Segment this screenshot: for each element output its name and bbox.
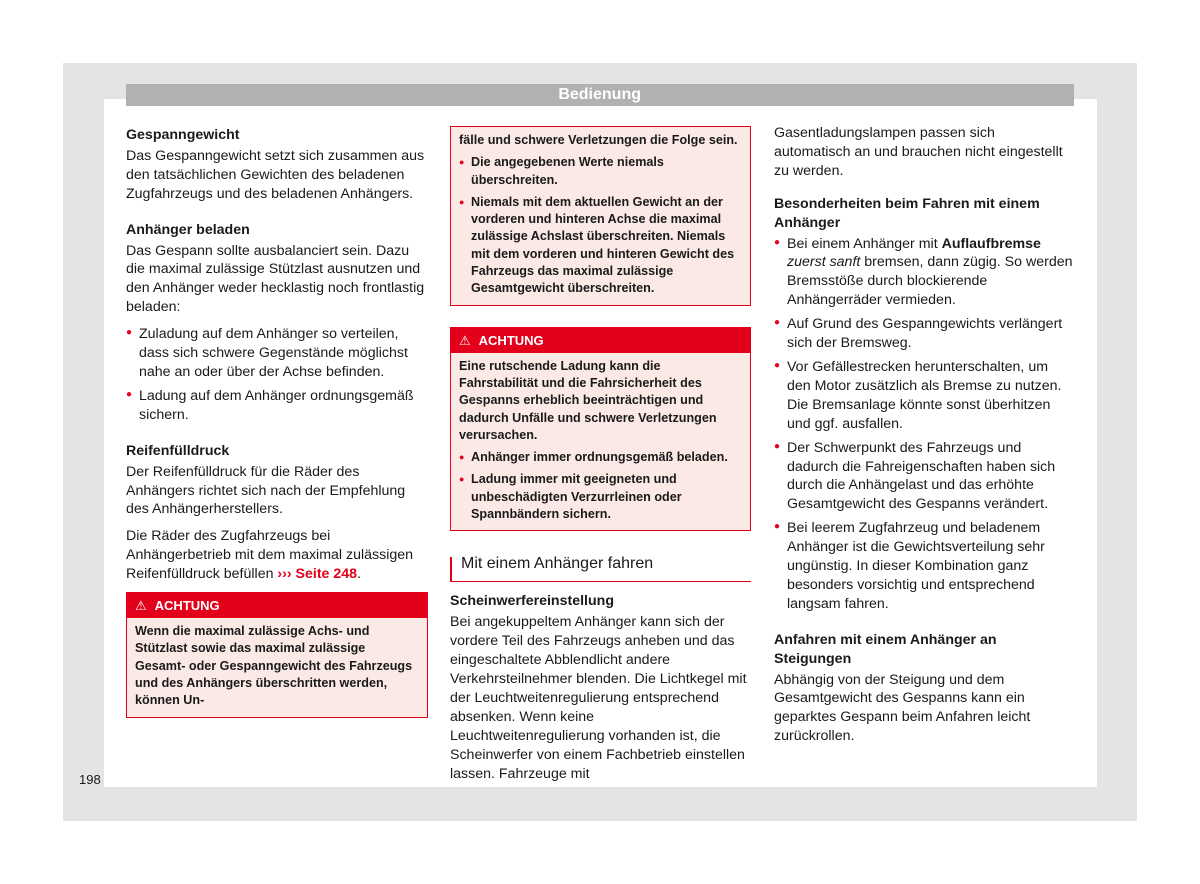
heading-anfahren-steigungen: Anfahren mit einem Anhänger an Steigungen (774, 631, 997, 667)
page-reference-link[interactable]: ››› Seite 248 (277, 566, 358, 583)
warning-label: ACHTUNG (154, 598, 220, 614)
paragraph: Das Gespann sollte ausbalanciert sein. Dazu die maximal zulässige Stützlast ausnutzen und den Anhänger weder hecklastig noch frontlastig beladen: (126, 242, 425, 316)
bullet-item: ● Der Schwerpunkt des Fahrzeugs und dadurch die Fahreigenschaften haben sich durch die Anhängelast und das erhöhte Gesamtgewicht des Gespanns verändert. (774, 439, 1074, 515)
bullet-text: bremsen, dann zügig. So werden Bremsstöße durch blockierende Anhängerräder vermieden. (787, 254, 1073, 309)
bullet-item: ● Bei leerem Zugfahrzeug und beladenem Anhänger ist die Gewichtsverteilung sehr ungünstig. In dieser Kombination ganz besonders vorsichtig und entsprechend langsam fahren. (774, 519, 1074, 614)
heading-besonderheiten: Besonderheiten beim Fahren mit einem Anhänger (774, 195, 1040, 231)
warning-bullet: ● Ladung immer mit geeigneten und unbeschädigten Verzurrleinen oder Spannbändern sichern. (459, 471, 742, 523)
section-title-text: Mit einem Anhänger fahren (461, 555, 654, 573)
paragraph: Bei angekuppeltem Anhänger kann sich der vordere Teil des Fahrzeugs anheben und das eingeschaltete Abblendlicht andere Verkehrsteilnehmer blenden. Die Lichtkegel mit der Leuchtweitenregulierung entsprechend absenken. Wenn keine Leuchtweitenregulierung vorhanden ist, die Scheinwerfer von einem Fachbetrieb einstellen lassen. Fahrzeuge mit (450, 614, 747, 782)
column-middle (450, 124, 751, 791)
warning-box (450, 327, 751, 532)
heading-anhaenger-beladen: Anhänger beladen (126, 221, 250, 238)
warning-header (451, 328, 750, 353)
paragraph: Der Reifenfülldruck für die Räder des Anhängers richtet sich nach der Empfehlung des Anhängerherstellers. (126, 463, 406, 518)
warning-bullet: ● Die angegebenen Werte niemals überschreiten. (459, 154, 742, 189)
warning-box-continued (450, 126, 751, 306)
paragraph-text: Die Räder des Zugfahrzeugs bei Anhängerbetrieb mit dem maximal zulässigen Reifenfülldruck befüllen (126, 528, 414, 583)
warning-triangle-icon: ⚠ (135, 598, 147, 614)
bullet-item: ● Ladung auf dem Anhänger ordnungsgemäß sichern. (126, 387, 428, 425)
warning-box-body (451, 353, 750, 531)
warning-bullet: ● Anhänger immer ordnungsgemäß beladen. (459, 449, 742, 466)
bullet-text: Bei einem Anhänger mit (787, 235, 942, 252)
column-right (774, 124, 1074, 754)
page-title: Bedienung (558, 86, 641, 103)
paragraph: Gasentladungslampen passen sich automatisch an und brauchen nicht eingestellt zu werden. (774, 125, 1063, 179)
paragraph: Abhängig von der Steigung und dem Gesamtgewicht des Gespanns kann ein geparktes Gespann beim Anfahren leicht zurückrollen. (774, 671, 1031, 745)
bullet-item (774, 235, 1074, 311)
paragraph: Das Gespanngewicht setzt sich zusammen aus den tatsächlichen Gewichten des beladenen Zugfahrzeugs und des beladenen Anhängers. (126, 147, 425, 202)
heading-gespanngewicht: Gespanngewicht (126, 127, 240, 143)
warning-label: ACHTUNG (478, 332, 544, 348)
column-left (126, 124, 428, 718)
bullet-item: ● Vor Gefällestrecken herunterschalten, um den Motor zusätzlich als Bremse zu nutzen. Die Bremsanlage könnte sonst überhitzen und ggf. ausfallen. (774, 358, 1074, 434)
heading-reifenfuelldruck: Reifenfülldruck (126, 442, 230, 459)
bullet-item: ● Zuladung auf dem Anhänger so verteilen, dass sich schwere Gegenstände möglichst nahe an oder über der Achse befinden. (126, 325, 428, 382)
warning-bullet: ● Niemals mit dem aktuellen Gewicht an der vorderen und hinteren Achse die maximal zulässige Achslast überschreiten. Niemals mit dem vorderen und hinteren Gewicht des Fahrzeugs das maximal zulässige Gesamtgewicht überschreiten. (459, 194, 742, 298)
warning-text: Eine rutschende Ladung kann die Fahrstabilität und die Fahrsicherheit des Gespanns erheblich beeinträchtigen und dadurch Unfälle und schwere Verletzungen verursachen. (459, 358, 717, 442)
bullet-item: ● Auf Grund des Gespanngewichts verlängert sich der Bremsweg. (774, 315, 1074, 353)
warning-box (126, 592, 428, 717)
warning-header (127, 593, 427, 618)
warning-triangle-icon: ⚠ (459, 332, 471, 348)
paragraph-end: . (357, 566, 362, 583)
warning-text: fälle und schwere Verletzungen die Folge sein. (459, 133, 738, 147)
bullet-bold-text: Auflaufbremse (941, 235, 1041, 252)
warning-box-body (451, 127, 750, 305)
page-number: 198 (79, 772, 101, 787)
section-title (450, 557, 751, 582)
bullet-italic-text: zuerst sanft (787, 254, 861, 271)
header-bar (126, 84, 1074, 106)
heading-scheinwerfereinstellung: Scheinwerfereinstellung (450, 593, 614, 610)
paragraph-with-link (126, 527, 428, 584)
warning-text: Wenn die maximal zulässige Achs- und Stützlast sowie das maximal zulässige Gesamt- oder Gespanngewicht des Fahrzeugs und des Anhängers überschritten werden, können Un- (135, 624, 413, 708)
